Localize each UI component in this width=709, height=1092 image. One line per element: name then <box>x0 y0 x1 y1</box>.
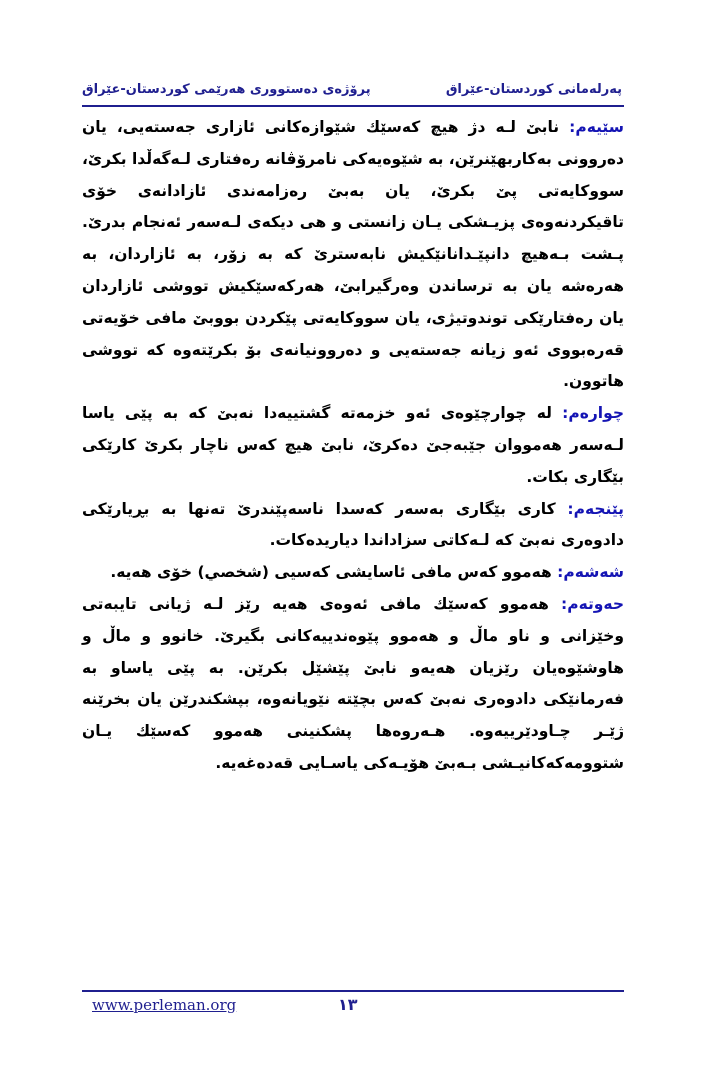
paragraph-fourth <box>82 398 624 493</box>
footer-rule <box>82 990 624 992</box>
clause-label: پێنجەم: <box>567 499 624 518</box>
clause-text: هەموو کەس مافی ئاسایشی کەسیی (شخصي) خۆی هەیە. <box>110 563 558 582</box>
page-header <box>82 78 622 100</box>
paragraph-fifth <box>82 494 624 558</box>
header-parliament-title: پەرلەمانی کوردستان-عێراق <box>445 81 622 97</box>
clause-label: شەشەم: <box>557 563 624 582</box>
page-number: ١٣ <box>338 995 358 1014</box>
footer-website-link[interactable]: www.perleman.org <box>92 996 237 1014</box>
paragraph-third <box>82 112 624 398</box>
clause-text: هەموو کەسێك مافی ئەوەی هەیە رێز لـە ژیانی تایبەتی وخێزانی و ناو ماڵ و هەموو پێوەندییەکانی بگیرێ. خانوو و ماڵ و هاوشێوەیان رێزیان هەیەو نابێ پێشێل بکرێن. بە پێی یاساو بە فەرمانێکی دادوەری نەبێ کەس بچێتە نێویانەوە، بپشکندرێن یان بخرێنە ژێـر چـاودێرییەوە. هـەروەها پشکنینی هەموو کەسێك یـان شتوومەکەکانیـشی بـەبێ هۆیـەکی یاسـایی قەدەغەیە. <box>82 594 624 772</box>
paragraph-seventh <box>82 589 624 780</box>
clause-text: کاری بێگاری بەسەر کەسدا ناسەپێندرێ تەنها بە بڕیارێکی دادوەری نەبێ کە لـەکاتی سزاداندا دیاریدەکات. <box>82 499 624 550</box>
paragraph-sixth <box>82 557 624 589</box>
clause-text: لە چوارچێوەی ئەو خزمەتە گشتییەدا نەبێ کە بە پێی یاسا لـەسەر هەمووان جێبەجێ دەکرێ، نابێ هیچ کەس ناچار بکرێ کارێکی بێگاری بکات. <box>82 404 624 486</box>
clause-text: نابێ لـه دژ هیچ کەسێك شێوازەکانی ئازاری جەستەیی، یان دەروونی بەکاربهێنرێن، بە شێوەیەکی نامرۆڤانە رەفتاری لـەگەڵدا بکرێ، سووکایەتی پێ بکرێ، یان بەبێ رەزامەندی ئازادانەی خۆی تاقیکردنەوەی پزیـشکی یـان زانستی و هی دیکەی لـەسەر ئەنجام بدرێ. پـشت بـەهیچ دانپێـدانانێکیش نابەسترێ کە بە زۆر، بە ئازاردان، بە هەرەشە یان بە ترساندن وەرگیرابێ، هەرکەسێکیش تووشی ئازاردان یان رەفتارێکی توندوتیژی، یان سووکایەتی پێکردن بووبێ مافی خۆیەتی قەرەبووی ئەو زیانە جەستەیی و دەروونیانەی بۆ بکرێتەوە کە تووشی هاتوون. <box>82 118 624 391</box>
clause-label: حەوتەم: <box>561 594 624 613</box>
article-body <box>82 112 624 780</box>
header-constitution-title: پرۆژەی دەستووری هەرێمی کوردستان-عێراق <box>82 81 371 97</box>
clause-label: سێیەم: <box>569 118 624 136</box>
header-rule <box>82 105 624 107</box>
clause-label: چوارەم: <box>562 404 624 423</box>
